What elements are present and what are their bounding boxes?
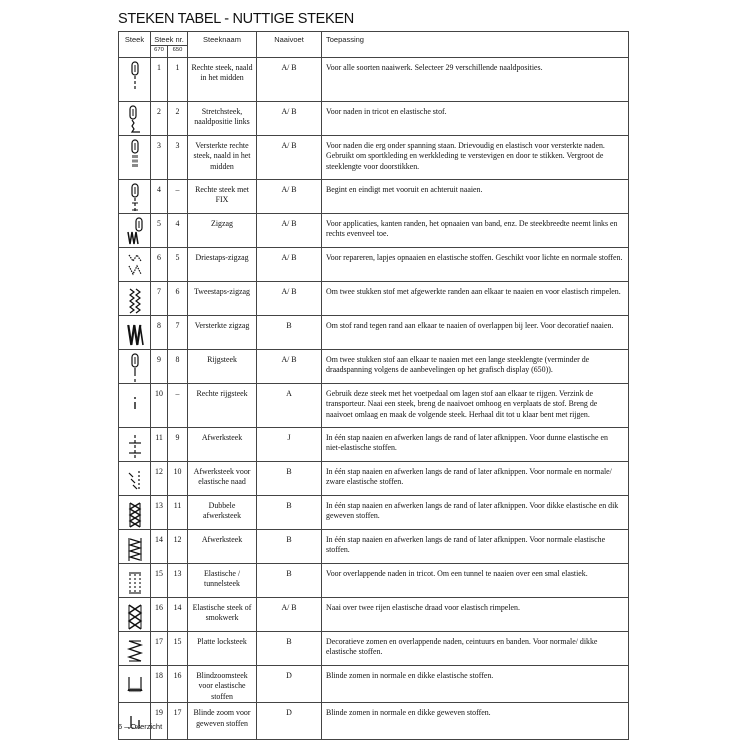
stitch-application: Voor naden die erg onder spanning staan. Drievoudig en elastisch voor versterkte naden. Gebruikt om sportkleding en werkkleding te verstevigen en door te stikken. Vergroot de steeklengte voor doorstikken. (322, 136, 629, 180)
stitch-symbol (119, 384, 151, 428)
overcast-elastic-icon (125, 465, 145, 495)
presser-foot: J (257, 428, 322, 462)
stitch-number-650: 6 (168, 282, 188, 316)
col-header-670: 670 (151, 46, 168, 58)
stitch-name: Stretchsteek, naaldpositie links (188, 102, 257, 136)
stitch-number-670: 4 (151, 180, 168, 214)
presser-foot: A/ B (257, 282, 322, 316)
stitch-name: Driestaps-zigzag (188, 248, 257, 282)
stitch-name: Tweestaps-zigzag (188, 282, 257, 316)
zigzag-icon (125, 217, 145, 247)
stitch-name: Afwerksteek (188, 428, 257, 462)
stitch-application: Naai over twee rijen elastische draad voor elastisch rimpelen. (322, 598, 629, 632)
stitch-application: In één stap naaien en afwerken langs de rand of later afknippen. Voor normale elastische stoffen. (322, 530, 629, 564)
stitch-number-670: 3 (151, 136, 168, 180)
stitch-symbol (119, 136, 151, 180)
table-row (119, 632, 629, 666)
stitch-symbol (119, 462, 151, 496)
stitch-number-650: 8 (168, 350, 188, 384)
stitch-application: Om twee stukken stof met afgewerkte randen aan elkaar te naaien en voor elastisch rimpelen. (322, 282, 629, 316)
straight-basting-icon (125, 387, 145, 417)
stitch-name: Rechte steek met FIX (188, 180, 257, 214)
presser-foot: A (257, 384, 322, 428)
stitch-number-650: 17 (168, 703, 188, 740)
table-row (119, 428, 629, 462)
table-row (119, 462, 629, 496)
stitch-number-670: 9 (151, 350, 168, 384)
flatlock-icon (125, 635, 145, 665)
table-row (119, 530, 629, 564)
stitch-number-650: 13 (168, 564, 188, 598)
stitch-symbol (119, 350, 151, 384)
stitch-number-670: 18 (151, 666, 168, 703)
table-row (119, 598, 629, 632)
overlock-icon (125, 533, 145, 563)
col-header-steek: Steek (119, 32, 151, 58)
stitch-symbol (119, 564, 151, 598)
stitch-application: In één stap naaien en afwerken langs de rand of later afknippen. Voor normale en normale/ zware elastische stoffen. (322, 462, 629, 496)
stretch-stitch-left-icon (125, 105, 145, 135)
stitch-number-670: 19 (151, 703, 168, 740)
presser-foot: A/ B (257, 136, 322, 180)
stitch-application: In één stap naaien en afwerken langs de rand of later afknippen. Voor dikke elastische en dik geweven stoffen. (322, 496, 629, 530)
stitch-name: Platte locksteek (188, 632, 257, 666)
stitch-number-650: 4 (168, 214, 188, 248)
col-header-naaivoet: Naaivoet (257, 32, 322, 58)
presser-foot: A/ B (257, 214, 322, 248)
stitch-number-670: 11 (151, 428, 168, 462)
stitch-symbol (119, 248, 151, 282)
stitch-number-650: 9 (168, 428, 188, 462)
stitch-symbol (119, 428, 151, 462)
blind-hem-elastic-icon (125, 669, 145, 699)
smocking-icon (125, 601, 145, 631)
table-row (119, 666, 629, 703)
presser-foot: A/ B (257, 180, 322, 214)
stitch-number-650: 14 (168, 598, 188, 632)
stitch-number-650: – (168, 180, 188, 214)
stitch-number-650: 16 (168, 666, 188, 703)
table-row (119, 564, 629, 598)
basting-stitch-icon (125, 353, 145, 383)
table-row (119, 703, 629, 740)
stitch-name: Afwerksteek voor elastische naad (188, 462, 257, 496)
stitch-symbol (119, 214, 151, 248)
stitch-number-650: 7 (168, 316, 188, 350)
stitch-application: Om twee stukken stof aan elkaar te naaien met een lange steeklengte (verminder de draadspanning volgens de aanbevelingen op het grafisch display (650)). (322, 350, 629, 384)
stitch-number-670: 17 (151, 632, 168, 666)
stitch-name: Versterkte zigzag (188, 316, 257, 350)
stitch-number-650: 15 (168, 632, 188, 666)
stitch-number-670: 6 (151, 248, 168, 282)
reinforced-straight-stitch-icon (125, 139, 145, 169)
stitch-application: Om stof rand tegen rand aan elkaar te naaien of overlappen bij leer. Voor decoratief naaien. (322, 316, 629, 350)
stitch-number-650: 11 (168, 496, 188, 530)
stitch-symbol (119, 530, 151, 564)
double-overcast-icon (125, 499, 145, 529)
stitch-application: Gebruik deze steek met het voetpedaal om lagen stof aan elkaar te rijgen. Verzink de transporteur. Naai een steek, breng de naaivoet omhoog en verplaats de stof. Breng de naaivoet omlaag en maak de volgende steek. Herhaal dit tot u klaar bent met rijgen. (322, 384, 629, 428)
stitch-number-650: – (168, 384, 188, 428)
presser-foot: B (257, 496, 322, 530)
stitch-symbol (119, 666, 151, 703)
stitch-number-670: 12 (151, 462, 168, 496)
stitch-symbol (119, 632, 151, 666)
reinforced-zigzag-icon (125, 319, 145, 349)
stitch-number-650: 1 (168, 58, 188, 102)
stitch-name: Dubbele afwerksteek (188, 496, 257, 530)
stitch-symbol (119, 496, 151, 530)
stitch-table (118, 31, 629, 740)
stitch-application: Blinde zomen in normale en dikke elastische stoffen. (322, 666, 629, 703)
stitch-number-670: 5 (151, 214, 168, 248)
table-row (119, 180, 629, 214)
stitch-number-670: 14 (151, 530, 168, 564)
page-title: STEKEN TABEL - NUTTIGE STEKEN (118, 11, 354, 27)
table-row (119, 350, 629, 384)
overcast-stitch-icon (125, 431, 145, 461)
three-step-zigzag-icon (125, 251, 145, 281)
stitch-name: Blindzoomsteek voor elastische stoffen (188, 666, 257, 703)
presser-foot: D (257, 703, 322, 740)
stitch-name: Afwerksteek (188, 530, 257, 564)
stitch-number-670: 1 (151, 58, 168, 102)
col-header-steek-nr: Steek nr. (151, 32, 188, 46)
stitch-application: Voor alle soorten naaiwerk. Selecteer 29 verschillende naaldposities. (322, 58, 629, 102)
stitch-application: Begint en eindigt met vooruit en achteruit naaien. (322, 180, 629, 214)
presser-foot: B (257, 462, 322, 496)
table-row (119, 248, 629, 282)
stitch-number-670: 16 (151, 598, 168, 632)
presser-foot: B (257, 530, 322, 564)
stitch-symbol (119, 598, 151, 632)
stitch-application: Decoratieve zomen en overlappende naden, ceintuurs en banden. Voor normale/ dikke elastische stoffen. (322, 632, 629, 666)
stitch-number-650: 5 (168, 248, 188, 282)
straight-stitch-fix-icon (125, 183, 145, 213)
table-row (119, 316, 629, 350)
page-footer: 6 – Overzicht (118, 722, 163, 731)
presser-foot: A/ B (257, 102, 322, 136)
presser-foot: A/ B (257, 598, 322, 632)
stitch-application: Voor repareren, lapjes opnaaien en elastische stoffen. Geschikt voor lichte en normale stoffen. (322, 248, 629, 282)
stitch-name: Elastische / tunnelsteek (188, 564, 257, 598)
stitch-application: Voor naden in tricot en elastische stof. (322, 102, 629, 136)
col-header-toepassing: Toepassing (322, 32, 629, 58)
stitch-symbol (119, 282, 151, 316)
stitch-symbol (119, 180, 151, 214)
stitch-symbol (119, 316, 151, 350)
table-row (119, 102, 629, 136)
table-row (119, 384, 629, 428)
stitch-number-670: 10 (151, 384, 168, 428)
presser-foot: A/ B (257, 58, 322, 102)
stitch-number-670: 8 (151, 316, 168, 350)
stitch-name: Versterkte rechte steek, naald in het midden (188, 136, 257, 180)
presser-foot: B (257, 564, 322, 598)
stitch-name: Zigzag (188, 214, 257, 248)
presser-foot: B (257, 316, 322, 350)
table-row (119, 282, 629, 316)
table-row (119, 58, 629, 102)
stitch-name: Rechte rijgsteek (188, 384, 257, 428)
stitch-symbol (119, 102, 151, 136)
table-row (119, 214, 629, 248)
stitch-name: Rijgsteek (188, 350, 257, 384)
table-row (119, 496, 629, 530)
stitch-number-650: 10 (168, 462, 188, 496)
straight-stitch-middle-icon (125, 61, 145, 91)
stitch-number-650: 2 (168, 102, 188, 136)
stitch-symbol (119, 58, 151, 102)
presser-foot: B (257, 632, 322, 666)
col-header-650: 650 (168, 46, 188, 58)
two-step-zigzag-icon (125, 285, 145, 315)
stitch-application: In één stap naaien en afwerken langs de rand of later afknippen. Voor dunne elastische en niet-elastische stoffen. (322, 428, 629, 462)
col-header-steeknaam: Steeknaam (188, 32, 257, 58)
stitch-application: Voor applicaties, kanten randen, het opnaaien van band, enz. De steekbreedte neemt links en rechts evenveel toe. (322, 214, 629, 248)
presser-foot: A/ B (257, 350, 322, 384)
stitch-name: Blinde zoom voor geweven stoffen (188, 703, 257, 740)
elastic-tunnel-icon (125, 567, 145, 597)
presser-foot: A/ B (257, 248, 322, 282)
table-row (119, 136, 629, 180)
stitch-number-670: 15 (151, 564, 168, 598)
presser-foot: D (257, 666, 322, 703)
stitch-number-670: 13 (151, 496, 168, 530)
stitch-application: Blinde zomen in normale en dikke geweven stoffen. (322, 703, 629, 740)
stitch-number-650: 3 (168, 136, 188, 180)
stitch-number-670: 7 (151, 282, 168, 316)
stitch-application: Voor overlappende naden in tricot. Om een tunnel te naaien over een smal elastiek. (322, 564, 629, 598)
stitch-name: Rechte steek, naald in het midden (188, 58, 257, 102)
stitch-name: Elastische steek of smokwerk (188, 598, 257, 632)
stitch-number-670: 2 (151, 102, 168, 136)
stitch-number-650: 12 (168, 530, 188, 564)
